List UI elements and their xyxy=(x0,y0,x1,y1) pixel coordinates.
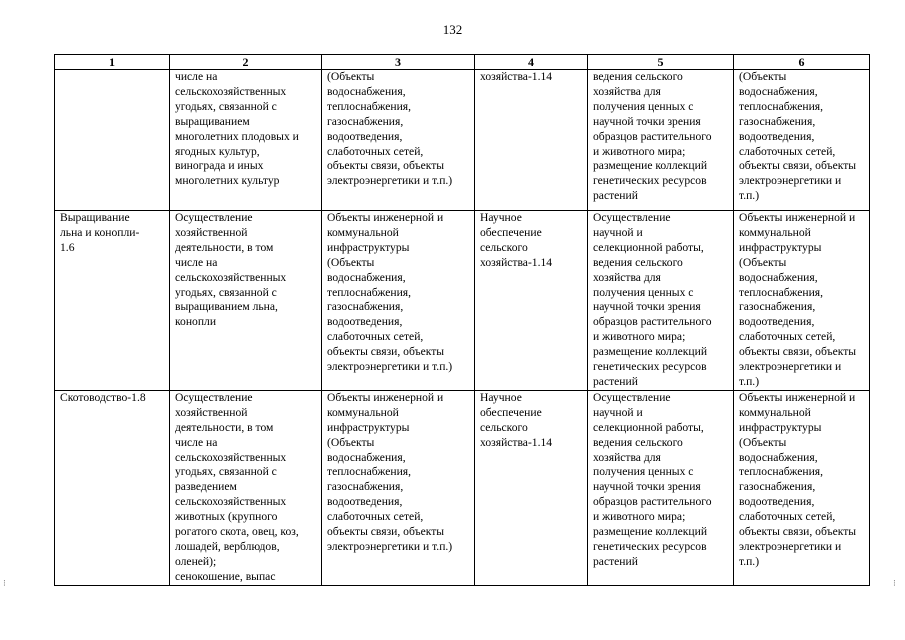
column-header-5: 5 xyxy=(588,55,734,70)
conditional-description-cell xyxy=(588,70,734,211)
cell-text: Осуществление научной и селекционной работы, ведения сельского хозяйства для получения ценных с научной точки зрения образцов растительного и животного мира; размещение коллекций генетических ресурсов растений xyxy=(593,390,712,568)
column-header-1: 1 xyxy=(55,55,170,70)
description-cell xyxy=(170,390,322,585)
cell-text: числе на сельскохозяйственных угодьях, связанной с выращиванием многолетних плодовых и ягодных культур, винограда и иных многолетних культур xyxy=(175,70,299,188)
column-number-row xyxy=(55,55,870,70)
land-use-type-cell xyxy=(55,70,170,211)
cell-text: (Объекты водоснабжения, теплоснабжения, газоснабжения, водоотведения, слаботочных сетей, объекты связи, объекты электроэнергетики и т.п.) xyxy=(327,70,453,188)
page-number: 132 xyxy=(442,22,463,37)
cell-text: (Объекты водоснабжения, теплоснабжения, газоснабжения, водоотведения, слаботочных сетей, объекты связи, объекты электроэнергетики и т.п.) xyxy=(739,70,857,203)
conditional-use-type-cell xyxy=(475,211,588,391)
description-cell xyxy=(170,211,322,391)
cell-text: Объекты инженерной и коммунальной инфраструктуры (Объекты водоснабжения, теплоснабжения, газоснабжения, водоотведения, слаботочных сетей, объекты связи, объекты электроэнергетики и т.п.) xyxy=(327,390,453,553)
cell-text: Объекты инженерной и коммунальной инфраструктуры (Объекты водоснабжения, теплоснабжения, газоснабжения, водоотведения, слаботочных сетей, объекты связи, объекты электроэнергетики и т.п.) xyxy=(327,211,453,374)
conditional-description-cell xyxy=(588,390,734,585)
land-use-type-cell xyxy=(55,390,170,585)
description-cell xyxy=(170,70,322,211)
cell-text: Скотоводство-1.8 xyxy=(60,390,146,404)
cell-text: хозяйства-1.14 xyxy=(480,70,553,83)
auxiliary-objects-cell xyxy=(734,211,870,391)
cell-text: Объекты инженерной и коммунальной инфраструктуры (Объекты водоснабжения, теплоснабжения, газоснабжения, водоотведения, слаботочных сетей, объекты связи, объекты электроэнергетики и т.п.) xyxy=(739,211,857,388)
permitted-objects-cell xyxy=(322,390,475,585)
permitted-objects-cell xyxy=(322,211,475,391)
cell-text: Объекты инженерной и коммунальной инфраструктуры (Объекты водоснабжения, теплоснабжения, газоснабжения, водоотведения, слаботочных сетей, объекты связи, объекты электроэнергетики и т.п.) xyxy=(739,390,857,568)
cell-text: Осуществление хозяйственной деятельности, в том числе на сельскохозяйственных угодьях, связанной с выращиванием льна, конопли xyxy=(175,211,287,329)
cell-text: Выращивание льна и конопли- 1.6 xyxy=(60,211,140,254)
cell-text: Осуществление научной и селекционной работы, ведения сельского хозяйства для получения ценных с научной точки зрения образцов растительного и животного мира; размещение коллекций генетических ресурсов растений xyxy=(593,211,712,388)
column-header-4: 4 xyxy=(475,55,588,70)
conditional-description-cell xyxy=(588,211,734,391)
column-header-6: 6 xyxy=(734,55,870,70)
table-row xyxy=(55,390,870,585)
conditional-use-type-cell xyxy=(475,70,588,211)
table-row xyxy=(55,70,870,211)
cell-text: Научное обеспечение сельского хозяйства-1.14 xyxy=(480,390,553,449)
permitted-objects-cell xyxy=(322,70,475,211)
cell-text: Осуществление хозяйственной деятельности, в том числе на сельскохозяйственных угодьях, связанной с разведением сельскохозяйственных животных (крупного рогатого скота, овец, коз, лошадей, верблюдов, оленей); сенокошение, выпас xyxy=(175,390,299,583)
auxiliary-objects-cell xyxy=(734,390,870,585)
column-header-3: 3 xyxy=(322,55,475,70)
regulations-table xyxy=(54,54,870,586)
column-header-2: 2 xyxy=(170,55,322,70)
cell-text: ведения сельского хозяйства для получения ценных с научной точки зрения образцов растительного и животного мира; размещение коллекций генетических ресурсов растений xyxy=(593,70,712,203)
scan-edge-mark-left: ⁝ xyxy=(3,578,6,588)
land-use-type-cell xyxy=(55,211,170,391)
conditional-use-type-cell xyxy=(475,390,588,585)
auxiliary-objects-cell xyxy=(734,70,870,211)
table-row xyxy=(55,211,870,391)
scan-edge-mark-right: ⁝ xyxy=(893,578,896,588)
cell-text: Научное обеспечение сельского хозяйства-1.14 xyxy=(480,211,553,269)
